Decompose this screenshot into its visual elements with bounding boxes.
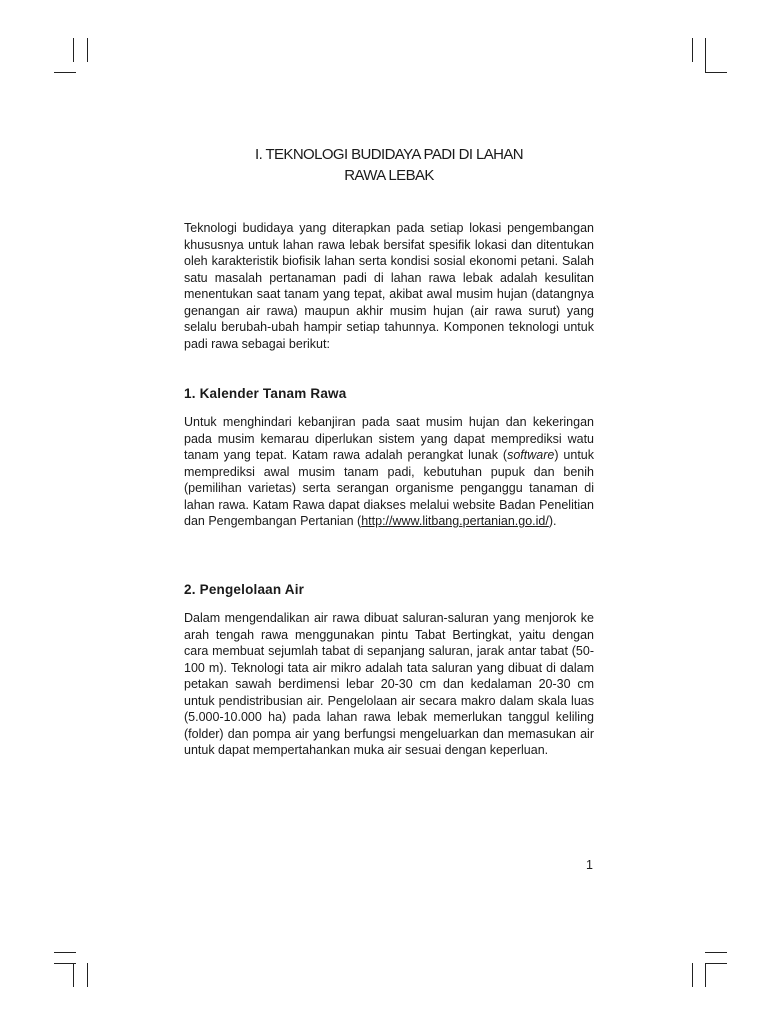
intro-paragraph: Teknologi budidaya yang diterapkan pada setiap lokasi pengembangan khususnya untuk lahan rawa lebak bersifat spesifik lokasi dan ditentukan oleh karakteristik biofisik lahan serta kondisi sosial ekonomi petani. Salah satu masalah pertanaman padi di lahan rawa lebak adalah kesulitan menentukan saat tanam yang tepat, akibat awal musim hujan (datangnya genangan air rawa) maupun akhir musim hujan (air rawa surut) yang selalu berubah-ubah hampir setiap tahunnya. Komponen teknologi untuk padi rawa sebagai berikut: [184, 221, 594, 351]
section-1-text-end: ). [548, 514, 557, 528]
section-2-heading: 2. Pengelolaan Air [184, 582, 305, 597]
section-1-text-middle: ) untuk memprediksi awal musim tanam padi, kebutuhan pupuk dan benih (pemilihan varietas) serta serangan organisme penganggu tanaman di lahan rawa. Katam Rawa dapat diakses melalui website Badan Penelitian dan Pengembangan Pertanian ( [184, 448, 594, 528]
crop-mark-bottom-left [54, 952, 76, 953]
section-1-italic-term: software [507, 448, 555, 462]
section-1-heading: 1. Kalender Tanam Rawa [184, 386, 347, 401]
chapter-title-line-2: RAWA LEBAK [344, 167, 434, 184]
crop-mark-top-right [705, 72, 727, 73]
website-link[interactable]: http://www.litbang.pertanian.go.id/ [361, 514, 549, 528]
crop-mark-bottom-right [705, 963, 727, 964]
crop-mark-top-left [87, 38, 88, 62]
section-2-paragraph: Dalam mengendalikan air rawa dibuat saluran-saluran yang menjorok ke arah tengah rawa menggunakan pintu Tabat Bertingkat, yaitu dengan cara membuat sejumlah tabat di sepanjang saluran, jarak antar tabat (50-100 m). Teknologi tata air mikro adalah tata saluran yang dibuat di dalam petakan sawah berdimensi lebar 20-30 cm dan kedalaman 20-30 cm untuk pendistribusian air. Pengelolaan air secara makro dalam skala luas (5.000-10.000 ha) pada lahan rawa lebak memerlukan tanggul keliling (folder) dan pompa air yang berfungsi mengeluarkan dan memasukan air untuk dapat mempertahankan muka air sesuai dengan keperluan. [184, 611, 594, 757]
section-1-paragraph [184, 414, 594, 530]
chapter-title [184, 144, 594, 186]
crop-mark-top-left [73, 38, 74, 62]
chapter-title-line-1: I. TEKNOLOGI BUDIDAYA PADI DI LAHAN [255, 146, 523, 163]
crop-mark-bottom-left [87, 963, 88, 987]
crop-mark-top-left [54, 72, 76, 73]
crop-mark-bottom-right [692, 963, 693, 987]
crop-mark-bottom-right [705, 963, 706, 987]
crop-mark-top-right [705, 38, 706, 73]
crop-mark-bottom-left [73, 963, 74, 987]
crop-mark-top-right [692, 38, 693, 62]
crop-mark-bottom-right [705, 952, 727, 953]
section-1-text-start: Untuk menghindari kebanjiran pada saat musim hujan dan kekeringan pada musim kemarau diperlukan sistem yang dapat memprediksi watu tanam yang tepat. Katam rawa adalah perangkat lunak ( [184, 415, 594, 462]
page-number: 1 [586, 858, 593, 872]
